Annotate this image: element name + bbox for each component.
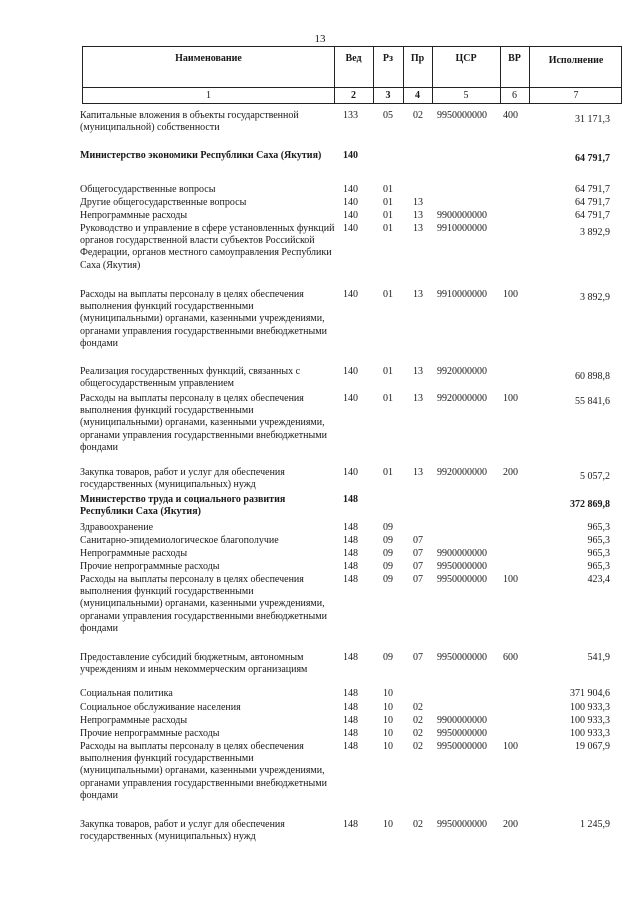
cell-ved: 140: [343, 223, 358, 234]
cell-ved: 148: [343, 688, 358, 699]
cell-rz: 01: [383, 210, 393, 221]
cell-ved: 140: [343, 467, 358, 478]
cell-name: Закупка товаров, работ и услуг для обеспечения государственных (муниципальных) нужд: [80, 819, 285, 843]
cell-pr: 13: [413, 223, 423, 234]
header-num-csr: 5: [463, 90, 469, 101]
cell-ved: 140: [343, 393, 358, 404]
cell-name: Закупка товаров, работ и услуг для обеспечения государственных (муниципальных) нужд: [80, 467, 285, 491]
cell-vr: 600: [503, 652, 518, 663]
cell-rz: 09: [383, 548, 393, 559]
cell-name: Предоставление субсидий бюджетным, автономным учреждениям и иным некоммерческим организациям: [80, 652, 308, 676]
cell-amount: 965,3: [587, 535, 610, 546]
cell-name: Непрограммные расходы: [80, 210, 188, 221]
cell-csr: 9950000000: [437, 574, 487, 585]
cell-vr: 400: [503, 110, 518, 121]
cell-name: Капитальные вложения в объекты государственной (муниципальной) собственности: [80, 110, 299, 134]
cell-ved: 140: [343, 210, 358, 221]
cell-amount: 541,9: [587, 652, 610, 663]
cell-ved: 148: [343, 535, 358, 546]
cell-pr: 02: [413, 819, 423, 830]
header-rz: Рз: [382, 53, 394, 64]
cell-amount: 423,4: [587, 574, 610, 585]
cell-pr: 13: [413, 366, 423, 377]
cell-name: Социальная политика: [80, 688, 173, 699]
cell-rz: 10: [383, 688, 393, 699]
cell-rz: 01: [383, 467, 393, 478]
cell-pr: 02: [413, 728, 423, 739]
header-name: Наименование: [175, 53, 242, 64]
header-num-rz: 3: [385, 90, 391, 101]
cell-amount: 100 933,3: [570, 702, 610, 713]
cell-ved: 148: [343, 548, 358, 559]
cell-ved: 133: [343, 110, 358, 121]
cell-rz: 01: [383, 289, 393, 300]
cell-csr: 9910000000: [437, 223, 487, 234]
cell-amount: 3 892,9: [580, 292, 610, 303]
cell-name: Прочие непрограммные расходы: [80, 561, 220, 572]
cell-pr: 02: [413, 715, 423, 726]
header-num-exec: 7: [573, 90, 579, 101]
cell-ved: 148: [343, 728, 358, 739]
cell-csr: 9950000000: [437, 652, 487, 663]
cell-ved: 140: [343, 197, 358, 208]
cell-amount: 1 245,9: [580, 819, 610, 830]
cell-csr: 9950000000: [437, 819, 487, 830]
cell-csr: 9950000000: [437, 561, 487, 572]
cell-amount: 64 791,7: [575, 184, 610, 195]
cell-amount: 3 892,9: [580, 227, 610, 238]
cell-pr: 07: [413, 652, 423, 663]
cell-pr: 07: [413, 574, 423, 585]
cell-amount: 5 057,2: [580, 471, 610, 482]
cell-name: Расходы на выплаты персоналу в целях обеспечения выполнения функций государственными (муниципальными) органами, казенными учреждениями, органами управления государственными внебюджетными фондами: [80, 574, 327, 634]
cell-pr: 13: [413, 467, 423, 478]
cell-name: Другие общегосударственные вопросы: [80, 197, 247, 208]
cell-ved: 140: [343, 289, 358, 300]
cell-pr: 07: [413, 561, 423, 572]
cell-name: Министерство труда и социального развития Республики Саха (Якутия): [80, 494, 286, 518]
cell-pr: 07: [413, 535, 423, 546]
cell-rz: 09: [383, 561, 393, 572]
cell-csr: 9910000000: [437, 289, 487, 300]
header-pr: Пр: [410, 53, 425, 64]
cell-amount: 31 171,3: [575, 114, 610, 125]
header-num-vr: 6: [512, 90, 517, 101]
cell-pr: 13: [413, 289, 423, 300]
cell-name: Руководство и управление в сфере установленных функций органов государственной власти субъектов Российской Федерации, органов местного самоуправления Республики Саха (Якутия): [80, 223, 335, 271]
cell-csr: 9920000000: [437, 366, 487, 377]
cell-ved: 148: [343, 494, 358, 505]
cell-ved: 148: [343, 702, 358, 713]
cell-name: Расходы на выплаты персоналу в целях обеспечения выполнения функций государственными (муниципальными) органами, казенными учреждениями, органами управления государственными внебюджетными фондами: [80, 741, 327, 801]
cell-rz: 10: [383, 728, 393, 739]
cell-amount: 64 791,7: [575, 153, 610, 164]
cell-csr: 9920000000: [437, 393, 487, 404]
cell-rz: 09: [383, 574, 393, 585]
cell-rz: 10: [383, 741, 393, 752]
cell-ved: 140: [343, 150, 358, 161]
cell-name: Прочие непрограммные расходы: [80, 728, 220, 739]
cell-rz: 10: [383, 702, 393, 713]
cell-ved: 148: [343, 819, 358, 830]
cell-csr: 9950000000: [437, 741, 487, 752]
cell-pr: 02: [413, 110, 423, 121]
cell-amount: 60 898,8: [575, 371, 610, 382]
header-exec: Исполнение: [548, 55, 604, 66]
cell-vr: 100: [503, 289, 518, 300]
cell-name: Непрограммные расходы: [80, 715, 188, 726]
cell-csr: 9900000000: [437, 715, 487, 726]
cell-ved: 148: [343, 741, 358, 752]
header-ved: Вед: [345, 53, 362, 64]
cell-vr: 100: [503, 574, 518, 585]
cell-name: Министерство экономики Республики Саха (Якутия): [80, 150, 322, 161]
cell-name: Реализация государственных функций, связанных с общегосударственным управлением: [80, 366, 301, 390]
cell-pr: 13: [413, 393, 423, 404]
cell-ved: 140: [343, 366, 358, 377]
page-number: 13: [314, 33, 326, 45]
cell-csr: 9900000000: [437, 210, 487, 221]
cell-csr: 9900000000: [437, 548, 487, 559]
cell-amount: 371 904,6: [570, 688, 610, 699]
cell-ved: 148: [343, 574, 358, 585]
header-vr: ВР: [508, 53, 521, 64]
cell-rz: 01: [383, 223, 393, 234]
cell-amount: 64 791,7: [575, 197, 610, 208]
cell-rz: 05: [383, 110, 393, 121]
cell-rz: 01: [383, 393, 393, 404]
header-csr: ЦСР: [455, 53, 477, 64]
cell-name: Социальное обслуживание населения: [80, 702, 241, 713]
cell-amount: 19 067,9: [575, 741, 610, 752]
cell-amount: 965,3: [587, 561, 610, 572]
cell-ved: 148: [343, 652, 358, 663]
cell-csr: 9950000000: [437, 728, 487, 739]
cell-rz: 10: [383, 819, 393, 830]
cell-amount: 100 933,3: [570, 715, 610, 726]
cell-name: Непрограммные расходы: [80, 548, 188, 559]
cell-csr: 9950000000: [437, 110, 487, 121]
cell-name: Расходы на выплаты персоналу в целях обеспечения выполнения функций государственными (муниципальными) органами, казенными учреждениями, органами управления государственными внебюджетными фондами: [80, 289, 327, 349]
cell-ved: 140: [343, 184, 358, 195]
cell-amount: 55 841,6: [575, 396, 610, 407]
cell-amount: 100 933,3: [570, 728, 610, 739]
cell-ved: 148: [343, 715, 358, 726]
cell-vr: 200: [503, 819, 518, 830]
cell-pr: 13: [413, 210, 423, 221]
cell-vr: 100: [503, 393, 518, 404]
cell-ved: 148: [343, 522, 358, 533]
cell-rz: 09: [383, 535, 393, 546]
cell-ved: 148: [343, 561, 358, 572]
cell-rz: 01: [383, 366, 393, 377]
cell-vr: 200: [503, 467, 518, 478]
cell-rz: 10: [383, 715, 393, 726]
cell-rz: 01: [383, 184, 393, 195]
table-header: [82, 46, 622, 104]
cell-pr: 07: [413, 548, 423, 559]
cell-amount: 64 791,7: [575, 210, 610, 221]
cell-amount: 372 869,8: [570, 499, 610, 510]
cell-rz: 01: [383, 197, 393, 208]
cell-name: Общегосударственные вопросы: [80, 184, 216, 195]
cell-name: Здравоохранение: [80, 522, 154, 533]
header-num-pr: 4: [415, 90, 420, 101]
cell-pr: 02: [413, 741, 423, 752]
cell-name: Санитарно-эпидемиологическое благополучие: [80, 535, 279, 546]
cell-rz: 09: [383, 652, 393, 663]
cell-csr: 9920000000: [437, 467, 487, 478]
cell-pr: 13: [413, 197, 423, 208]
header-num-name: 1: [206, 90, 211, 101]
cell-amount: 965,3: [587, 548, 610, 559]
cell-name: Расходы на выплаты персоналу в целях обеспечения выполнения функций государственными (муниципальными) органами, казенными учреждениями, органами управления государственными внебюджетными фондами: [80, 393, 327, 453]
cell-vr: 100: [503, 741, 518, 752]
cell-amount: 965,3: [587, 522, 610, 533]
cell-rz: 09: [383, 522, 393, 533]
header-num-ved: 2: [351, 90, 356, 101]
cell-pr: 02: [413, 702, 423, 713]
